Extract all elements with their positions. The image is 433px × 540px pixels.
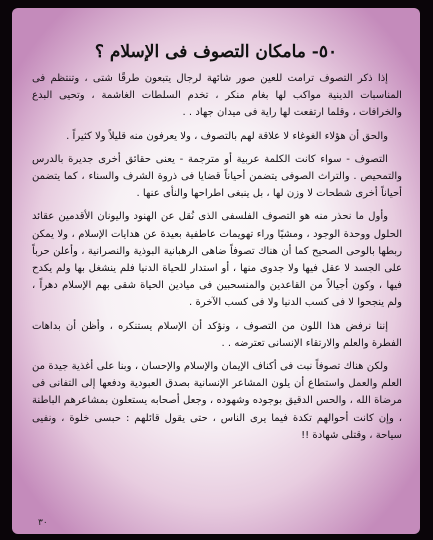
book-page [12,8,420,534]
page-title: ٥٠- مامكان التصوف فى الإسلام ؟ [94,42,338,62]
page-number: ٣٠ [38,518,48,528]
paragraph: إذا ذكر التصوف ترامت للعين صور شائهة لرجال يتبعون طرقًا شتى ، وتنتظم فى المناسبات الدينية مواكب لها بغام منكر ، تخدم السلطات الغاشمة ، وتحيى البدع والخرافات ، وقلما ارتفعت لها راية فى ميدان جهاد . . [32,73,402,119]
paragraph: إننا نرفض هذا اللون من التصوف ، ونؤكد أن الإسلام يستنكره ، وأظن أن بداهات الفطرة والعلم والارتقاء الإنسانى تعترضه . . [32,320,402,349]
paragraph: والحق أن هؤلاء الغوغاء لا علاقة لهم بالتصوف ، ولا يعرفون منه قليلاً ولا كثيراً . [66,130,388,142]
paragraph: التصوف - سواء كانت الكلمة عربية أو مترجمة - يعنى حقائق أخرى جديرة بالدرس والتمحيص . والتراث الصوفى يتضمن أحياناً قضايا فى ذروة الشرف والسناء ، كما يتضمن أحياناً أخرى شطحات لا وزن لها ، بل ينبغى اطراحها والنأى عنها . [32,153,402,200]
paragraph: وأول ما نحذر منه هو التصوف الفلسفى الذى نُقل عن الهنود واليونان الأقدمين عقائد الحلول ووحدة الوجود ، ومشيًا وراء تهويمات عاطفية بعيدة عن هدايات الإسلام ، ولا يمكن ربطها بالوحى الصحيح كما أن هناك تصوفاً ضاهى الرهبانية البوذية والنصرانية ، وأعلن حرباً على الجسد لا عقل فيها ولا جدوى منها ، أو استدار للحياة الدنيا فلم ينشغل بها ولم يكدح فيها ، وكون أجيالاً من القاعدين والمنسحبين فى ميادين الحياة شقى بهم الإسلام دهراً ، ولم ينجحوا لا فى كسب الدنيا ولا فى كسب الآخرة . [32,211,402,309]
body-text [32,70,402,450]
paragraph: ولكن هناك تصوفاً نبت فى أكناف الإيمان والإسلام والإحسان ، وبنا على أغذية جيدة من العلم والعمل واستطاع أن يلون المشاعر الإنسانية بصدق العبودية ودفعها إلى التفانى فى مرضاة الله ، والحس الدقيق بوجوده وشهوده ، وجعل أصحابه يستعلون بمشاعرهم الباطنة ، وإن كانت أحوالهم تكدة فيما يرى الناس ، حتى يقول قائلهم : حبسى خلوة ، ونفيى سياحة ، وقتلى شهادة !! [32,361,402,441]
